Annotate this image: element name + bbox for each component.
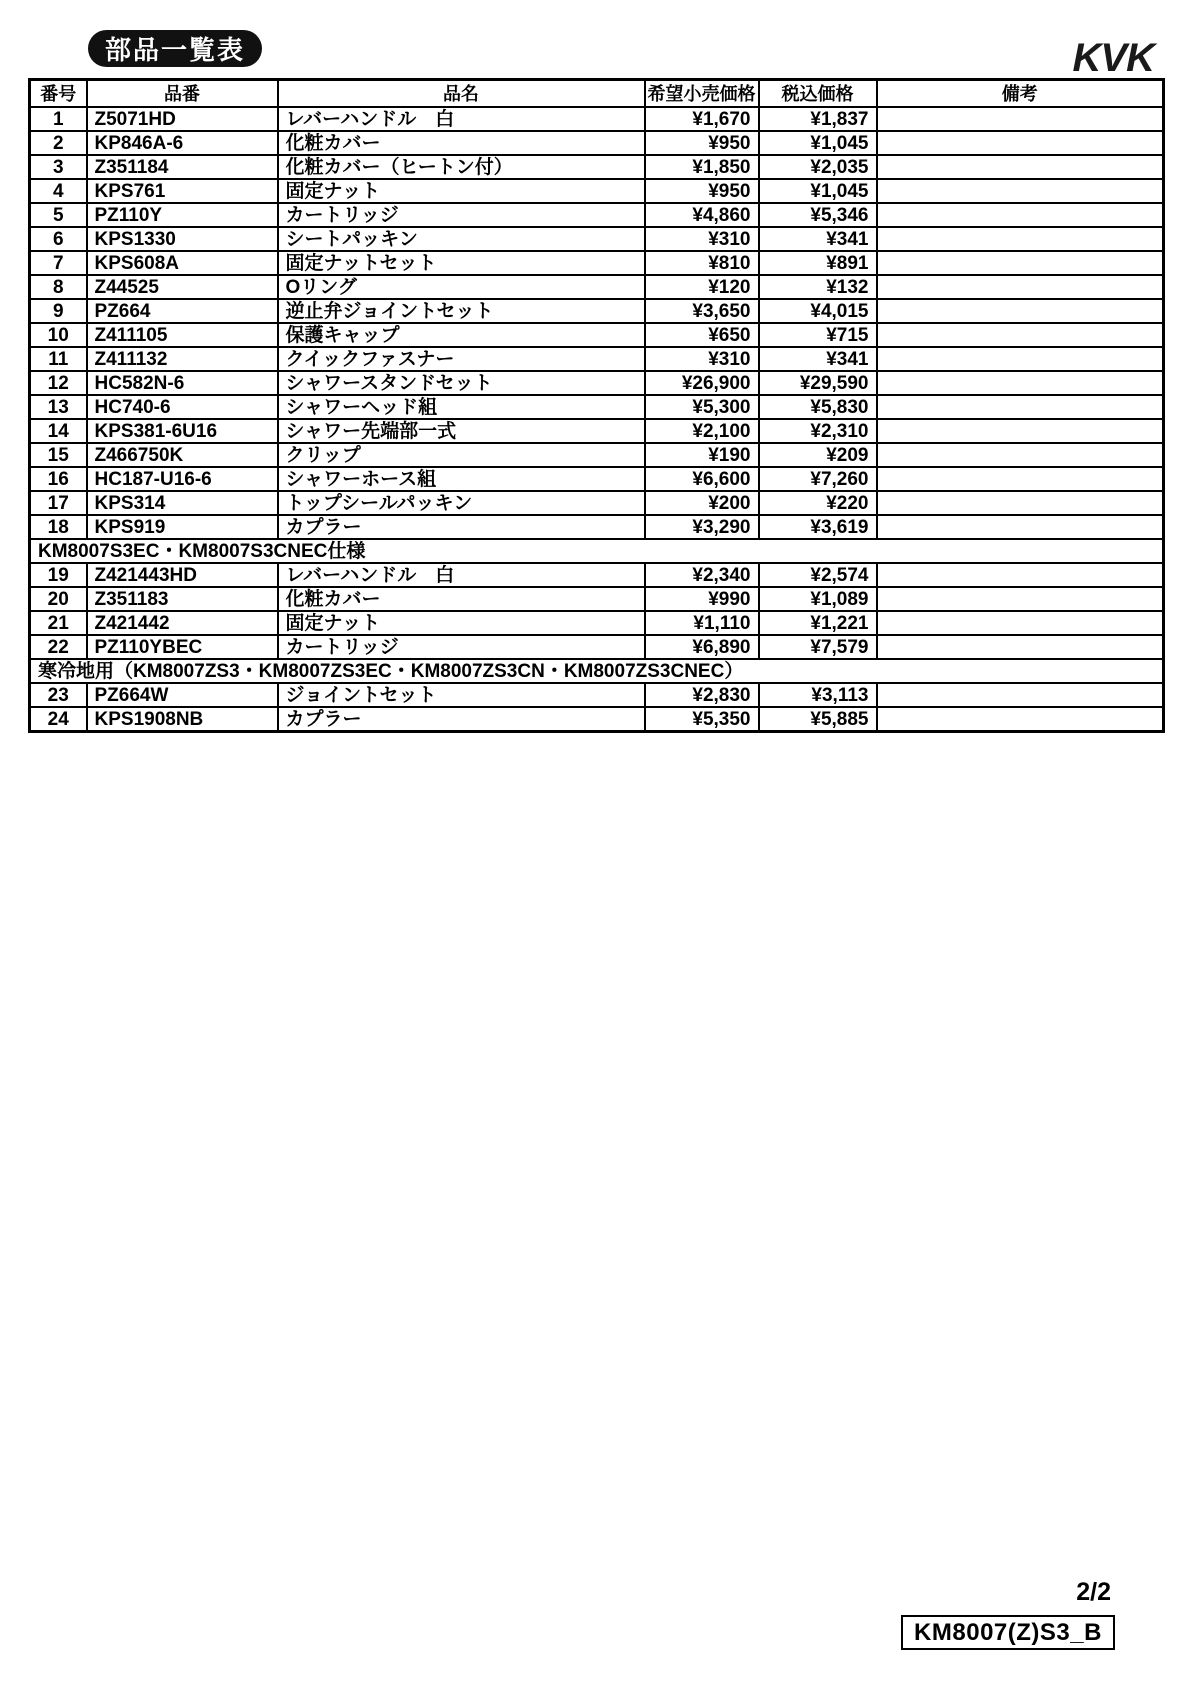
cell-retail-price: ¥2,340	[645, 563, 759, 587]
cell-number: 14	[30, 419, 87, 443]
cell-retail-price: ¥4,860	[645, 203, 759, 227]
cell-part-code: Z466750K	[87, 443, 278, 467]
table-row	[30, 443, 1164, 467]
cell-tax-price: ¥2,035	[759, 155, 877, 179]
cell-remarks	[877, 563, 1164, 587]
section-row	[30, 539, 1164, 563]
table-row	[30, 203, 1164, 227]
table-row	[30, 107, 1164, 131]
cell-part-name: 固定ナットセット	[278, 251, 645, 275]
table-body	[30, 107, 1164, 732]
cell-part-name: カートリッジ	[278, 635, 645, 659]
cell-part-name: クリップ	[278, 443, 645, 467]
cell-retail-price: ¥3,650	[645, 299, 759, 323]
cell-part-name: 保護キャップ	[278, 323, 645, 347]
cell-remarks	[877, 107, 1164, 131]
cell-remarks	[877, 611, 1164, 635]
cell-retail-price: ¥1,110	[645, 611, 759, 635]
table-row	[30, 515, 1164, 539]
table-row	[30, 467, 1164, 491]
cell-remarks	[877, 515, 1164, 539]
cell-retail-price: ¥120	[645, 275, 759, 299]
cell-number: 15	[30, 443, 87, 467]
cell-part-code: HC740-6	[87, 395, 278, 419]
table-row	[30, 323, 1164, 347]
cell-retail-price: ¥950	[645, 179, 759, 203]
cell-retail-price: ¥1,670	[645, 107, 759, 131]
table-row	[30, 347, 1164, 371]
cell-retail-price: ¥310	[645, 227, 759, 251]
cell-remarks	[877, 443, 1164, 467]
cell-part-code: PZ664	[87, 299, 278, 323]
cell-part-code: Z44525	[87, 275, 278, 299]
cell-retail-price: ¥810	[645, 251, 759, 275]
cell-tax-price: ¥1,045	[759, 131, 877, 155]
header-retail-price: 希望小売価格	[645, 80, 759, 108]
cell-part-name: クイックファスナー	[278, 347, 645, 371]
section-label: 寒冷地用（KM8007ZS3・KM8007ZS3EC・KM8007ZS3CN・KM8007ZS3CNEC）	[30, 659, 1164, 683]
cell-tax-price: ¥715	[759, 323, 877, 347]
cell-tax-price: ¥4,015	[759, 299, 877, 323]
cell-retail-price: ¥26,900	[645, 371, 759, 395]
cell-tax-price: ¥7,260	[759, 467, 877, 491]
cell-number: 21	[30, 611, 87, 635]
cell-tax-price: ¥5,346	[759, 203, 877, 227]
table-header-row	[30, 80, 1164, 108]
cell-number: 23	[30, 683, 87, 707]
table-row	[30, 179, 1164, 203]
cell-part-name: 固定ナット	[278, 179, 645, 203]
cell-remarks	[877, 707, 1164, 732]
cell-part-name: 化粧カバー（ヒートン付）	[278, 155, 645, 179]
cell-part-code: KP846A-6	[87, 131, 278, 155]
cell-part-name: シャワーホース組	[278, 467, 645, 491]
cell-tax-price: ¥1,089	[759, 587, 877, 611]
cell-tax-price: ¥341	[759, 347, 877, 371]
cell-part-code: KPS381-6U16	[87, 419, 278, 443]
cell-part-name: シートパッキン	[278, 227, 645, 251]
cell-part-name: 化粧カバー	[278, 587, 645, 611]
cell-part-code: Z411105	[87, 323, 278, 347]
cell-part-name: 化粧カバー	[278, 131, 645, 155]
cell-tax-price: ¥3,619	[759, 515, 877, 539]
cell-tax-price: ¥1,045	[759, 179, 877, 203]
cell-tax-price: ¥2,310	[759, 419, 877, 443]
cell-number: 7	[30, 251, 87, 275]
cell-part-name: カプラー	[278, 515, 645, 539]
cell-part-name: 固定ナット	[278, 611, 645, 635]
cell-remarks	[877, 347, 1164, 371]
page-title: 部品一覧表	[104, 35, 245, 65]
table-row	[30, 227, 1164, 251]
cell-tax-price: ¥891	[759, 251, 877, 275]
cell-part-name: レバーハンドル 白	[278, 563, 645, 587]
cell-number: 2	[30, 131, 87, 155]
table-row	[30, 299, 1164, 323]
cell-remarks	[877, 467, 1164, 491]
cell-number: 8	[30, 275, 87, 299]
table-row	[30, 131, 1164, 155]
cell-part-code: Z351183	[87, 587, 278, 611]
cell-part-code: Z421442	[87, 611, 278, 635]
cell-part-code: KPS1908NB	[87, 707, 278, 732]
cell-tax-price: ¥5,830	[759, 395, 877, 419]
cell-retail-price: ¥1,850	[645, 155, 759, 179]
kvk-logo: KVK	[1072, 36, 1154, 80]
page-title-badge	[88, 30, 262, 67]
cell-part-name: カートリッジ	[278, 203, 645, 227]
header-part-code: 品番	[87, 80, 278, 108]
cell-number: 18	[30, 515, 87, 539]
table-row	[30, 587, 1164, 611]
table-row	[30, 611, 1164, 635]
cell-number: 10	[30, 323, 87, 347]
table-row	[30, 155, 1164, 179]
cell-remarks	[877, 179, 1164, 203]
cell-part-name: カプラー	[278, 707, 645, 732]
cell-part-code: HC187-U16-6	[87, 467, 278, 491]
cell-tax-price: ¥220	[759, 491, 877, 515]
header-number: 番号	[30, 80, 87, 108]
cell-part-name: シャワーヘッド組	[278, 395, 645, 419]
cell-remarks	[877, 395, 1164, 419]
header-remarks: 備考	[877, 80, 1164, 108]
cell-tax-price: ¥341	[759, 227, 877, 251]
table-row	[30, 371, 1164, 395]
cell-retail-price: ¥2,830	[645, 683, 759, 707]
cell-remarks	[877, 635, 1164, 659]
header-tax-price: 税込価格	[759, 80, 877, 108]
cell-retail-price: ¥5,350	[645, 707, 759, 732]
cell-remarks	[877, 323, 1164, 347]
cell-tax-price: ¥2,574	[759, 563, 877, 587]
cell-number: 3	[30, 155, 87, 179]
cell-part-code: KPS761	[87, 179, 278, 203]
table-row	[30, 491, 1164, 515]
cell-part-code: Z411132	[87, 347, 278, 371]
cell-remarks	[877, 131, 1164, 155]
cell-remarks	[877, 587, 1164, 611]
cell-retail-price: ¥200	[645, 491, 759, 515]
cell-part-code: PZ110YBEC	[87, 635, 278, 659]
cell-part-code: KPS314	[87, 491, 278, 515]
cell-number: 1	[30, 107, 87, 131]
section-label: KM8007S3EC・KM8007S3CNEC仕様	[30, 539, 1164, 563]
cell-retail-price: ¥950	[645, 131, 759, 155]
cell-number: 12	[30, 371, 87, 395]
cell-retail-price: ¥990	[645, 587, 759, 611]
cell-number: 22	[30, 635, 87, 659]
cell-number: 17	[30, 491, 87, 515]
table-row	[30, 563, 1164, 587]
cell-part-name: トップシールパッキン	[278, 491, 645, 515]
cell-part-name: レバーハンドル 白	[278, 107, 645, 131]
cell-remarks	[877, 227, 1164, 251]
cell-remarks	[877, 683, 1164, 707]
cell-number: 20	[30, 587, 87, 611]
cell-part-code: Z421443HD	[87, 563, 278, 587]
cell-remarks	[877, 275, 1164, 299]
cell-part-name: Oリング	[278, 275, 645, 299]
cell-part-name: 逆止弁ジョイントセット	[278, 299, 645, 323]
table-row	[30, 419, 1164, 443]
cell-remarks	[877, 251, 1164, 275]
cell-tax-price: ¥209	[759, 443, 877, 467]
section-row	[30, 659, 1164, 683]
cell-number: 16	[30, 467, 87, 491]
cell-remarks	[877, 419, 1164, 443]
cell-number: 19	[30, 563, 87, 587]
parts-table	[28, 78, 1165, 733]
page-number: 2/2	[1076, 1578, 1111, 1606]
cell-number: 11	[30, 347, 87, 371]
cell-tax-price: ¥132	[759, 275, 877, 299]
cell-retail-price: ¥190	[645, 443, 759, 467]
cell-remarks	[877, 299, 1164, 323]
cell-part-code: Z351184	[87, 155, 278, 179]
cell-part-name: ジョイントセット	[278, 683, 645, 707]
cell-part-code: PZ110Y	[87, 203, 278, 227]
cell-retail-price: ¥2,100	[645, 419, 759, 443]
table-row	[30, 683, 1164, 707]
cell-retail-price: ¥6,890	[645, 635, 759, 659]
doc-code-box	[901, 1615, 1115, 1650]
cell-tax-price: ¥5,885	[759, 707, 877, 732]
cell-retail-price: ¥310	[645, 347, 759, 371]
table-row	[30, 707, 1164, 732]
header-part-name: 品名	[278, 80, 645, 108]
table-row	[30, 275, 1164, 299]
cell-part-code: PZ664W	[87, 683, 278, 707]
table-row	[30, 251, 1164, 275]
cell-number: 6	[30, 227, 87, 251]
cell-number: 5	[30, 203, 87, 227]
cell-number: 4	[30, 179, 87, 203]
cell-part-code: KPS919	[87, 515, 278, 539]
cell-remarks	[877, 371, 1164, 395]
cell-remarks	[877, 491, 1164, 515]
cell-remarks	[877, 155, 1164, 179]
cell-part-code: KPS1330	[87, 227, 278, 251]
cell-part-code: Z5071HD	[87, 107, 278, 131]
cell-number: 24	[30, 707, 87, 732]
cell-retail-price: ¥3,290	[645, 515, 759, 539]
cell-tax-price: ¥3,113	[759, 683, 877, 707]
cell-part-code: KPS608A	[87, 251, 278, 275]
cell-retail-price: ¥6,600	[645, 467, 759, 491]
cell-retail-price: ¥5,300	[645, 395, 759, 419]
cell-part-name: シャワー先端部一式	[278, 419, 645, 443]
cell-tax-price: ¥1,221	[759, 611, 877, 635]
cell-retail-price: ¥650	[645, 323, 759, 347]
table-row	[30, 395, 1164, 419]
cell-number: 9	[30, 299, 87, 323]
cell-part-code: HC582N-6	[87, 371, 278, 395]
table-row	[30, 635, 1164, 659]
cell-tax-price: ¥7,579	[759, 635, 877, 659]
cell-tax-price: ¥29,590	[759, 371, 877, 395]
cell-tax-price: ¥1,837	[759, 107, 877, 131]
cell-number: 13	[30, 395, 87, 419]
cell-part-name: シャワースタンドセット	[278, 371, 645, 395]
doc-code: KM8007(Z)S3_B	[914, 1618, 1102, 1646]
cell-remarks	[877, 203, 1164, 227]
